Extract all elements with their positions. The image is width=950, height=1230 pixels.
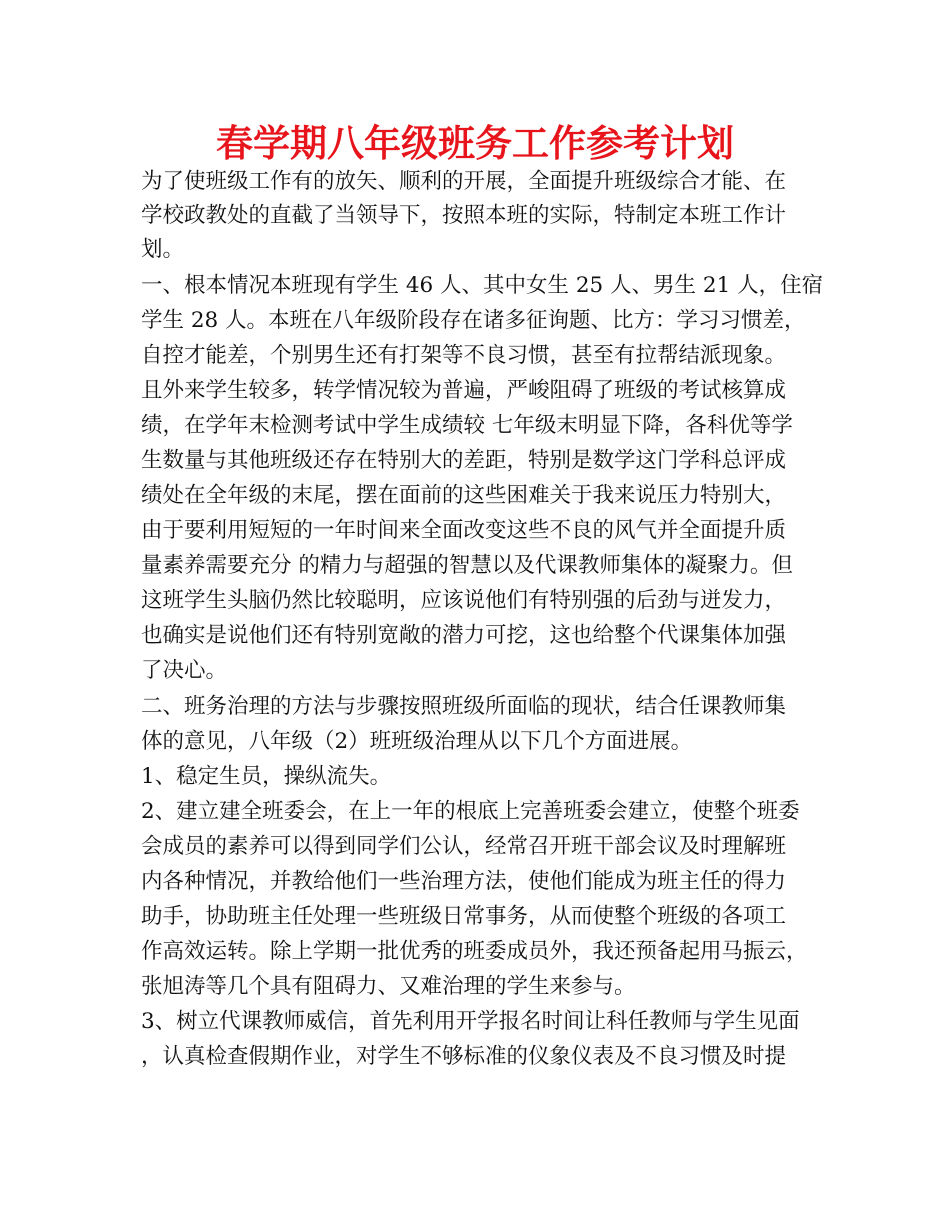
paragraph-line: 助手，协助班主任处理一些班级日常事务，从而使整个班级的各项工 bbox=[141, 904, 787, 929]
paragraph-line: 作高效运转。除上学期一批优秀的班委成员外，我还预备起用马振云， bbox=[141, 939, 808, 964]
paragraph-line: ，认真检查假期作业，对学生不够标准的仪象仪表及不良习惯及时提 bbox=[141, 1044, 787, 1069]
paragraph-line: 了决心。 bbox=[141, 658, 228, 683]
paragraph-line: 量素养需要充分 的精力与超强的智慧以及代课教师集体的凝聚力。但 bbox=[141, 553, 793, 578]
paragraph-line: 为了使班级工作有的放矢、顺利的开展，全面提升班级综合才能、在 bbox=[141, 169, 787, 194]
document-title: 春学期八年级班务工作参考计划 bbox=[216, 122, 734, 165]
paragraph-line: 体的意见，八年级（2）班班级治理从以下几个方面进展。 bbox=[141, 729, 693, 754]
paragraph-line: 生数量与其他班级还存在特别大的差距，特别是数学这门学科总评成 bbox=[141, 448, 787, 473]
paragraph-line: 2、建立建全班委会，在上一年的根底上完善班委会建立，使整个班委 bbox=[141, 799, 800, 824]
paragraph-line: 一、根本情况本班现有学生 46 人、其中女生 25 人、男生 21 人，住宿 bbox=[141, 273, 824, 298]
paragraph-line: 绩，在学年末检测考试中学生成绩较 七年级末明显下降，各科优等学 bbox=[141, 413, 793, 438]
paragraph-line: 绩处在全年级的末尾，摆在面前的这些困难关于我来说压力特别大， bbox=[141, 483, 787, 508]
paragraph-line: 二、班务治理的方法与步骤按照班级所面临的现状，结合任课教师集 bbox=[141, 694, 787, 719]
paragraph-line: 学生 28 人。本班在八年级阶段存在诸多征询题、比方：学习习惯差， bbox=[141, 308, 806, 333]
paragraph-line: 这班学生头脑仍然比较聪明，应该说他们有特别强的后劲与迸发力， bbox=[141, 588, 787, 613]
paragraph-line: 也确实是说他们还有特别宽敞的潜力可挖，这也给整个代课集体加强 bbox=[141, 623, 787, 648]
paragraph-line: 1、稳定生员，操纵流失。 bbox=[141, 764, 392, 789]
paragraph-line: 自控才能差，个别男生还有打架等不良习惯，甚至有拉帮结派现象。 bbox=[141, 343, 787, 368]
paragraph-line: 3、树立代课教师威信，首先利用开学报名时间让科任教师与学生见面 bbox=[141, 1009, 800, 1034]
paragraph-line: 划。 bbox=[141, 237, 185, 262]
paragraph-line: 内各种情况，并教给他们一些治理方法，使他们能成为班主任的得力 bbox=[141, 869, 787, 894]
paragraph-line: 会成员的素养可以得到同学们公认，经常召开班干部会议及时理解班 bbox=[141, 834, 787, 859]
paragraph-line: 由于要利用短短的一年时间来全面改变这些不良的风气并全面提升质 bbox=[141, 518, 787, 543]
paragraph-line: 学校政教处的直截了当领导下，按照本班的实际，特制定本班工作计 bbox=[141, 203, 787, 228]
paragraph-line: 且外来学生较多，转学情况较为普遍，严峻阻碍了班级的考试核算成 bbox=[141, 378, 787, 403]
paragraph-line: 张旭涛等几个具有阻碍力、又难治理的学生来参与。 bbox=[141, 974, 636, 999]
